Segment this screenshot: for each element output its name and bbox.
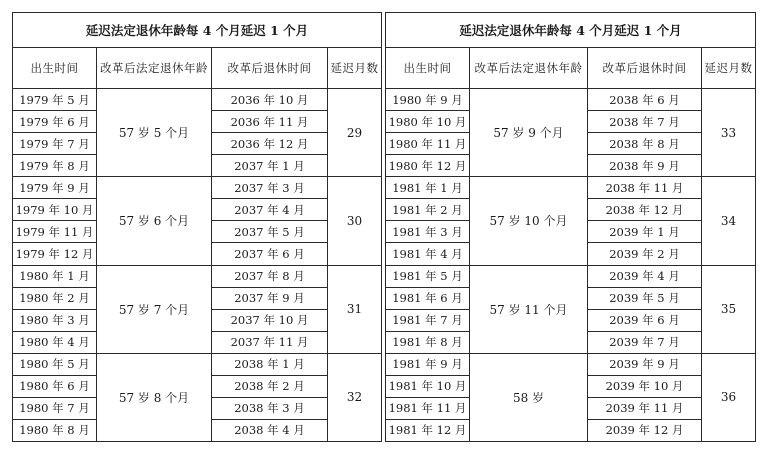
- birth-time-cell: 1981 年 3 月: [386, 221, 470, 243]
- birth-time-cell: 1980 年 11 月: [386, 133, 470, 155]
- table-title: 延迟法定退休年龄每 4 个月延迟 1 个月: [13, 13, 382, 48]
- birth-time-cell: 1980 年 3 月: [13, 309, 97, 331]
- delay-months-cell: 30: [328, 177, 382, 265]
- retirement-age-cell: 57 岁 8 个月: [97, 353, 212, 441]
- table-row: [386, 89, 756, 111]
- retirement-time-cell: 2039 年 5 月: [588, 287, 702, 309]
- header-new-retirement-time: 改革后退休时间: [212, 48, 328, 89]
- birth-time-cell: 1980 年 12 月: [386, 155, 470, 177]
- birth-time-cell: 1979 年 8 月: [13, 155, 97, 177]
- birth-time-cell: 1981 年 5 月: [386, 265, 470, 287]
- retirement-age-cell: 57 岁 6 个月: [97, 177, 212, 265]
- birth-time-cell: 1981 年 7 月: [386, 309, 470, 331]
- retirement-delay-tables: [12, 12, 756, 442]
- table-row: [386, 353, 756, 375]
- retirement-time-cell: 2037 年 10 月: [212, 309, 328, 331]
- retirement-time-cell: 2038 年 4 月: [212, 419, 328, 441]
- table-row: [386, 177, 756, 199]
- birth-time-cell: 1979 年 11 月: [13, 221, 97, 243]
- birth-time-cell: 1980 年 7 月: [13, 397, 97, 419]
- retirement-age-cell: 57 岁 5 个月: [97, 89, 212, 177]
- header-delay-months: 延迟月数: [702, 48, 756, 89]
- right-table: [385, 12, 756, 442]
- header-delay-months: 延迟月数: [328, 48, 382, 89]
- retirement-time-cell: 2039 年 1 月: [588, 221, 702, 243]
- header-birth-time: 出生时间: [13, 48, 97, 89]
- delay-months-cell: 35: [702, 265, 756, 353]
- birth-time-cell: 1980 年 6 月: [13, 375, 97, 397]
- header-new-retirement-time: 改革后退休时间: [588, 48, 702, 89]
- retirement-time-cell: 2036 年 11 月: [212, 111, 328, 133]
- retirement-time-cell: 2037 年 11 月: [212, 331, 328, 353]
- birth-time-cell: 1981 年 8 月: [386, 331, 470, 353]
- retirement-time-cell: 2038 年 3 月: [212, 397, 328, 419]
- delay-months-cell: 29: [328, 89, 382, 177]
- birth-time-cell: 1979 年 5 月: [13, 89, 97, 111]
- header-birth-time: 出生时间: [386, 48, 470, 89]
- birth-time-cell: 1980 年 1 月: [13, 265, 97, 287]
- delay-months-cell: 34: [702, 177, 756, 265]
- birth-time-cell: 1981 年 12 月: [386, 419, 470, 441]
- retirement-time-cell: 2038 年 6 月: [588, 89, 702, 111]
- retirement-time-cell: 2036 年 10 月: [212, 89, 328, 111]
- retirement-age-cell: 57 岁 7 个月: [97, 265, 212, 353]
- birth-time-cell: 1979 年 10 月: [13, 199, 97, 221]
- table-title: 延迟法定退休年龄每 4 个月延迟 1 个月: [386, 13, 756, 48]
- birth-time-cell: 1979 年 7 月: [13, 133, 97, 155]
- retirement-time-cell: 2038 年 8 月: [588, 133, 702, 155]
- birth-time-cell: 1981 年 11 月: [386, 397, 470, 419]
- birth-time-cell: 1980 年 5 月: [13, 353, 97, 375]
- retirement-time-cell: 2038 年 9 月: [588, 155, 702, 177]
- header-new-retirement-age: 改革后法定退休年龄: [470, 48, 588, 89]
- retirement-time-cell: 2038 年 11 月: [588, 177, 702, 199]
- table-row: [13, 265, 382, 287]
- birth-time-cell: 1981 年 10 月: [386, 375, 470, 397]
- retirement-time-cell: 2038 年 2 月: [212, 375, 328, 397]
- retirement-time-cell: 2037 年 3 月: [212, 177, 328, 199]
- retirement-age-cell: 58 岁: [470, 353, 588, 441]
- birth-time-cell: 1980 年 8 月: [13, 419, 97, 441]
- retirement-time-cell: 2037 年 5 月: [212, 221, 328, 243]
- birth-time-cell: 1979 年 12 月: [13, 243, 97, 265]
- delay-months-cell: 32: [328, 353, 382, 441]
- retirement-time-cell: 2037 年 4 月: [212, 199, 328, 221]
- delay-months-cell: 33: [702, 89, 756, 177]
- retirement-time-cell: 2038 年 1 月: [212, 353, 328, 375]
- retirement-age-cell: 57 岁 11 个月: [470, 265, 588, 353]
- retirement-time-cell: 2037 年 1 月: [212, 155, 328, 177]
- table-row: [13, 353, 382, 375]
- birth-time-cell: 1980 年 2 月: [13, 287, 97, 309]
- delay-months-cell: 36: [702, 353, 756, 441]
- retirement-age-cell: 57 岁 9 个月: [470, 89, 588, 177]
- delay-months-cell: 31: [328, 265, 382, 353]
- retirement-time-cell: 2037 年 8 月: [212, 265, 328, 287]
- birth-time-cell: 1980 年 4 月: [13, 331, 97, 353]
- birth-time-cell: 1980 年 10 月: [386, 111, 470, 133]
- header-new-retirement-age: 改革后法定退休年龄: [97, 48, 212, 89]
- birth-time-cell: 1981 年 9 月: [386, 353, 470, 375]
- table-row: [13, 89, 382, 111]
- retirement-time-cell: 2039 年 12 月: [588, 419, 702, 441]
- retirement-time-cell: 2039 年 6 月: [588, 309, 702, 331]
- table-row: [386, 265, 756, 287]
- birth-time-cell: 1981 年 4 月: [386, 243, 470, 265]
- retirement-time-cell: 2038 年 7 月: [588, 111, 702, 133]
- retirement-time-cell: 2039 年 7 月: [588, 331, 702, 353]
- retirement-time-cell: 2039 年 10 月: [588, 375, 702, 397]
- retirement-time-cell: 2036 年 12 月: [212, 133, 328, 155]
- birth-time-cell: 1981 年 6 月: [386, 287, 470, 309]
- birth-time-cell: 1979 年 9 月: [13, 177, 97, 199]
- birth-time-cell: 1981 年 1 月: [386, 177, 470, 199]
- left-table: [12, 12, 382, 442]
- retirement-time-cell: 2039 年 2 月: [588, 243, 702, 265]
- table-row: [13, 177, 382, 199]
- birth-time-cell: 1980 年 9 月: [386, 89, 470, 111]
- birth-time-cell: 1981 年 2 月: [386, 199, 470, 221]
- birth-time-cell: 1979 年 6 月: [13, 111, 97, 133]
- retirement-age-cell: 57 岁 10 个月: [470, 177, 588, 265]
- retirement-time-cell: 2039 年 4 月: [588, 265, 702, 287]
- retirement-time-cell: 2039 年 9 月: [588, 353, 702, 375]
- retirement-time-cell: 2038 年 12 月: [588, 199, 702, 221]
- retirement-time-cell: 2037 年 6 月: [212, 243, 328, 265]
- retirement-time-cell: 2037 年 9 月: [212, 287, 328, 309]
- retirement-time-cell: 2039 年 11 月: [588, 397, 702, 419]
